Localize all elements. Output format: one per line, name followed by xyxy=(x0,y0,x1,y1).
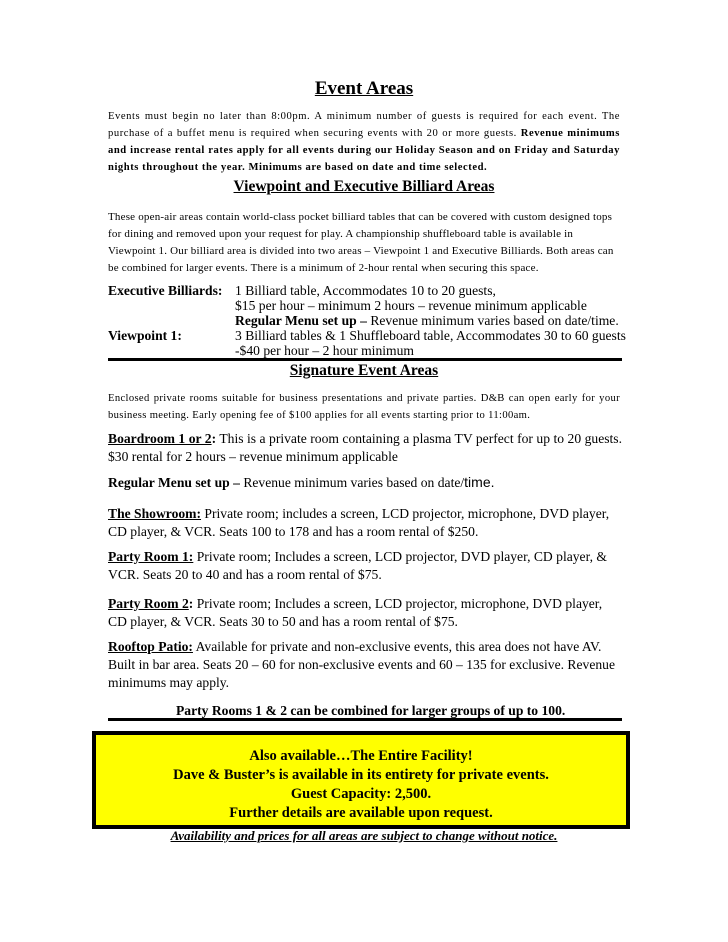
section-divider xyxy=(108,358,622,361)
exec-billiards-label: Executive Billiards: xyxy=(108,283,223,298)
signature-description: Enclosed private rooms suitable for business presentations and private parties. D&B can open early for your business meeting. Early opening fee of $100 applies for all events starting prior to 11:00am. xyxy=(108,393,620,421)
rooftop-patio-paragraph: Rooftop Patio: Available for private and non-exclusive events, this area does not have AV. Built in bar area. Seats 20 – 60 for non-exclusive events and 60 – 135 for exclusive. Revenue minimums may apply. xyxy=(108,639,615,690)
exec-billiards-line2: $15 per hour – minimum 2 hours – revenue minimum applicable xyxy=(235,298,587,313)
viewpoint-heading: Viewpoint and Executive Billiard Areas xyxy=(233,178,495,195)
boardroom-paragraph: Boardroom 1 or 2: This is a private room containing a plasma TV perfect for up to 20 guests. $30 rental for 2 hours – revenue minimum applicable xyxy=(108,431,622,464)
party-room2-paragraph: Party Room 2: Private room; Includes a screen, LCD projector, microphone, DVD player, CD player, & VCR. Seats 30 to 50 and has a room rental of $75. xyxy=(108,596,603,629)
combined-divider xyxy=(108,718,622,721)
facility-line4: Further details are available upon request. xyxy=(229,805,493,821)
signature-heading: Signature Event Areas xyxy=(289,362,439,379)
regular-menu-paragraph: Regular Menu set up – Revenue minimum varies based on date/time. xyxy=(108,474,495,490)
showroom-paragraph: The Showroom: Private room; includes a screen, LCD projector, microphone, DVD player, CD player, & VCR. Seats 100 to 178 and has a room rental of $250. xyxy=(108,506,610,539)
entire-facility-box xyxy=(92,731,630,829)
facility-line2: Dave & Buster’s is available in its entirety for private events. xyxy=(173,767,549,783)
facility-line1: Also available…The Entire Facility! xyxy=(249,748,473,764)
viewpoint-description: These open-air areas contain world-class pocket billiard tables that can be covered with custom designed tops for dining and removed upon your request for play. A championship shuffleboard table is available in Viewpoint 1. Our billiard area is divided into two areas – Viewpoint 1 and Executive Billiards. Both areas can be combined for larger events. There is a minimum of 2-hour rental when securing this space. xyxy=(108,211,614,274)
combined-rooms-note: Party Rooms 1 & 2 can be combined for larger groups of up to 100. xyxy=(176,703,566,718)
exec-billiards-line1: 1 Billiard table, Accommodates 10 to 20 guests, xyxy=(235,283,496,298)
page-title: Event Areas xyxy=(314,78,414,99)
viewpoint1-line2: -$40 per hour – 2 hour minimum xyxy=(235,343,414,358)
facility-line3: Guest Capacity: 2,500. xyxy=(290,786,432,802)
viewpoint1-line1: 3 Billiard tables & 1 Shuffleboard table, Accommodates 30 to 60 guests xyxy=(235,328,626,343)
regular-menu-line: Regular Menu set up – Revenue minimum varies based on date/time. xyxy=(235,313,619,328)
intro-paragraph: Events must begin no later than 8:00pm. A minimum number of guests is required for each event. The purchase of a buffet menu is required when securing events with 20 or more guests. Revenue minimums and increase rental rates apply for all events during our Holiday Season and on Friday and Saturday nights throughout the year. Minimums are based on date and time selected. xyxy=(108,111,620,173)
availability-note: Availability and prices for all areas are subject to change without notice. xyxy=(170,828,558,843)
party-room1-paragraph: Party Room 1: Private room; Includes a screen, LCD projector, DVD player, CD player, & VCR. Seats 20 to 40 and has a room rental of $75. xyxy=(108,549,607,582)
viewpoint1-label: Viewpoint 1: xyxy=(108,328,182,343)
